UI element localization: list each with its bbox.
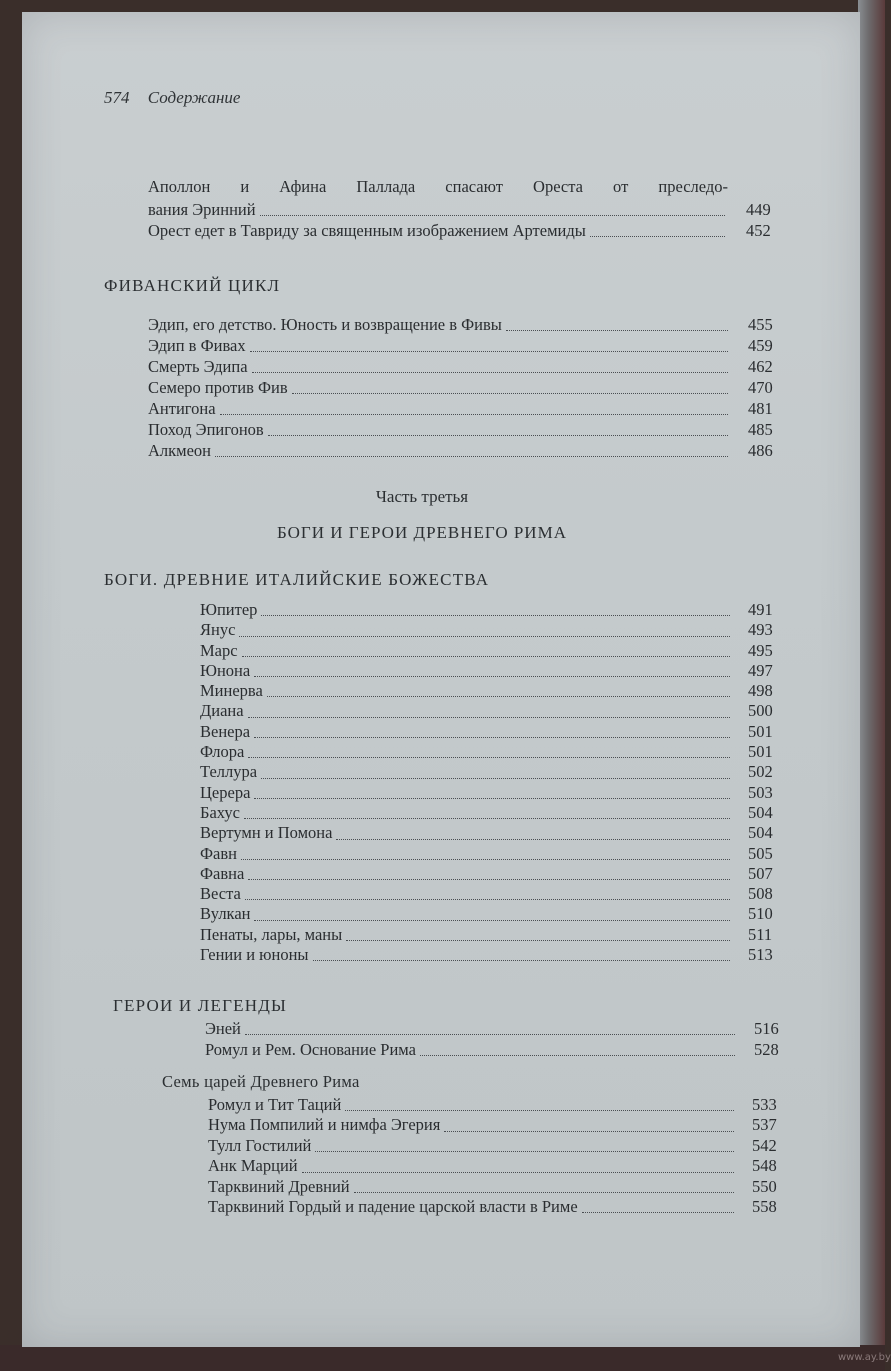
dot-leader [336,839,730,840]
toc-entry-page: 507 [748,863,773,883]
toc-entry [148,377,793,398]
toc-entry [200,884,793,904]
toc-entry-title: Флора [200,742,245,762]
toc-list-fiv [148,314,793,461]
part-label: Часть третья [375,487,469,506]
dot-leader [260,215,725,216]
dot-leader [241,859,730,860]
toc-entry-title: Юнона [200,660,251,680]
toc-entry-title: Теллура [200,762,258,782]
dot-leader [242,656,730,657]
toc-entry-page: 498 [748,681,773,701]
dot-leader [244,818,730,819]
toc-entry-title: Юпитер [200,600,258,619]
toc-entry-page: 516 [754,1019,779,1038]
table-surface [0,1345,885,1371]
toc-entry-title: Антигона [148,399,216,418]
toc-list-gods [200,600,793,965]
toc-entry-title: Венера [200,721,251,741]
dot-leader [346,940,730,941]
toc-entry-page: 511 [748,924,773,944]
dot-leader [292,393,728,394]
toc-entry-title: Гении и юноны [200,945,309,965]
toc-entry-title: Эдип, его детство. Юность и возвращение в Фивы [148,315,502,334]
toc-entry [148,398,793,419]
toc-entry-page: 513 [748,945,773,965]
part-title: БОГИ И ГЕРОИ ДРЕВНЕГО РИМА [277,523,567,542]
dot-leader [248,717,730,718]
dot-leader [267,696,730,697]
section-heading-fiv: ФИВАНСКИЙ ЦИКЛ [104,276,281,295]
dot-leader [444,1131,734,1132]
toc-entry [200,681,793,701]
dot-leader [248,879,730,880]
toc-entry-page: 501 [748,721,773,741]
toc-entry-title: Алкмеон [148,441,212,460]
toc-entry-title: Фавна [200,863,245,883]
toc-entry-page: 503 [748,782,773,802]
toc-entry-title: Нума Помпилий и нимфа Эгерия [208,1115,441,1135]
dot-leader [239,636,730,637]
subheading-kings: Семь царей Древнего Рима [162,1072,360,1091]
toc-entry [148,199,791,220]
dot-leader [354,1192,734,1193]
toc-entry-title: Поход Эпигонов [148,420,264,439]
toc-entry [208,1095,797,1115]
toc-entry [200,904,793,924]
toc-entry-page: 510 [748,904,773,924]
toc-entry-page: 459 [748,336,773,355]
toc-list-heroes [205,1018,799,1060]
toc-entry [200,783,793,803]
toc-entry-page: 486 [748,441,773,460]
watermark: www.ay.by [838,1352,891,1363]
dot-leader [252,372,728,373]
toc-entry-page: 528 [754,1040,779,1059]
toc-entry-page: 550 [752,1176,777,1196]
section-heading-heroes: ГЕРОИ И ЛЕГЕНДЫ [113,996,288,1015]
dot-leader [590,236,725,237]
toc-entry-page: 504 [748,823,773,843]
toc-entry [205,1039,799,1060]
toc-entry-title: Веста [200,884,241,904]
toc-entry [208,1136,797,1156]
toc-entry-page: 502 [748,762,773,782]
toc-entry-page: 495 [748,640,773,660]
toc-entry [200,823,793,843]
toc-entry [205,1018,799,1039]
toc-entry [148,440,793,461]
toc-entry [200,742,793,762]
dot-leader [250,351,728,352]
dot-leader [268,435,728,436]
toc-entry [200,661,793,681]
toc-entry-title: Семеро против Фив [148,378,288,397]
toc-entry-page: 501 [748,742,773,762]
dot-leader [254,676,730,677]
running-header [104,88,240,108]
toc-entry-title: Вулкан [200,904,251,924]
toc-entry-page: 452 [746,221,771,240]
toc-entry-page: 537 [752,1115,777,1135]
toc-entry [200,600,793,620]
toc-entry-page: 470 [748,378,773,397]
dot-leader [506,330,728,331]
toc-entry-page: 481 [748,399,773,418]
toc-entry-title: Марс [200,640,238,660]
toc-entry [200,945,793,965]
dot-leader [582,1212,734,1213]
dot-leader [313,960,730,961]
toc-entry-page: 558 [752,1196,777,1216]
toc-list-kings [208,1095,797,1217]
toc-entry [200,864,793,884]
dot-leader [215,456,728,457]
dot-leader [315,1151,734,1152]
toc-entry [208,1197,797,1217]
toc-entry-title: Смерть Эдипа [148,357,248,376]
dot-leader [261,615,730,616]
toc-entry-page: 542 [752,1135,777,1155]
toc-entry-title: Тулл Гостилий [208,1135,312,1155]
toc-entry [200,803,793,823]
toc-entry-wrapped-line: Аполлон и Афина Паллада спасают Ореста от преследо- [148,177,728,196]
toc-entry-title: Ромул и Рем. Основание Рима [205,1040,416,1059]
toc-entry [200,925,793,945]
toc-entry [200,641,793,661]
toc-entry [208,1156,797,1176]
toc-entry-title: Тарквиний Гордый и падение царской власти в Риме [208,1196,578,1216]
toc-entry [148,314,793,335]
dot-leader [248,757,730,758]
toc-entry-page: 533 [752,1095,777,1114]
toc-entry [148,335,793,356]
toc-entry [200,722,793,742]
toc-list-top [148,199,791,241]
toc-entry-page: 449 [746,200,771,219]
toc-entry-title: Минерва [200,681,263,701]
toc-entry-page: 462 [748,357,773,376]
toc-entry-title: Церера [200,782,251,802]
dot-leader [245,899,730,900]
toc-entry-title: Эней [205,1019,241,1038]
toc-entry-title: Фавн [200,843,237,863]
toc-entry-page: 504 [748,802,773,822]
dot-leader [261,778,730,779]
toc-entry [208,1115,797,1135]
toc-entry-title: Эдип в Фивах [148,336,246,355]
header-title: Содержание [147,88,241,107]
dot-leader [254,798,730,799]
dot-leader [420,1055,735,1056]
dot-leader [245,1034,735,1035]
toc-entry-title: Анк Марций [208,1156,298,1176]
dot-leader [254,920,730,921]
toc-entry-title: вания Эринний [148,200,256,219]
toc-entry-page: 493 [748,620,773,640]
toc-entry-page: 500 [748,701,773,721]
dot-leader [345,1110,734,1111]
toc-entry-title: Диана [200,701,244,721]
toc-entry [200,844,793,864]
toc-entry [148,220,791,241]
toc-entry [148,356,793,377]
dot-leader [254,737,730,738]
toc-entry-page: 485 [748,420,773,439]
toc-entry-page: 455 [748,315,773,334]
toc-entry-title: Янус [200,620,236,640]
toc-entry [200,762,793,782]
toc-entry [148,419,793,440]
toc-entry-title: Тарквиний Древний [208,1176,350,1196]
section-heading-gods: БОГИ. ДРЕВНИЕ ИТАЛИЙСКИЕ БОЖЕСТВА [104,570,490,589]
toc-entry-page: 548 [752,1156,777,1176]
toc-entry-page: 508 [748,884,773,904]
toc-entry [208,1177,797,1197]
toc-entry-title: Пенаты, лары, маны [200,924,343,944]
dot-leader [220,414,728,415]
book-edge [858,0,885,1371]
toc-entry-page: 505 [748,843,773,863]
toc-entry-title: Ромул и Тит Таций [208,1095,342,1114]
toc-entry-title: Орест едет в Тавриду за священным изображением Артемиды [148,221,586,240]
toc-entry-page: 497 [748,660,773,680]
toc-entry [200,620,793,640]
page-number: 574 [104,88,130,107]
toc-entry-title: Вертумн и Помона [200,823,333,843]
dot-leader [302,1172,734,1173]
toc-entry-page: 491 [748,600,773,619]
toc-entry-title: Бахус [200,802,240,822]
toc-entry [200,701,793,721]
